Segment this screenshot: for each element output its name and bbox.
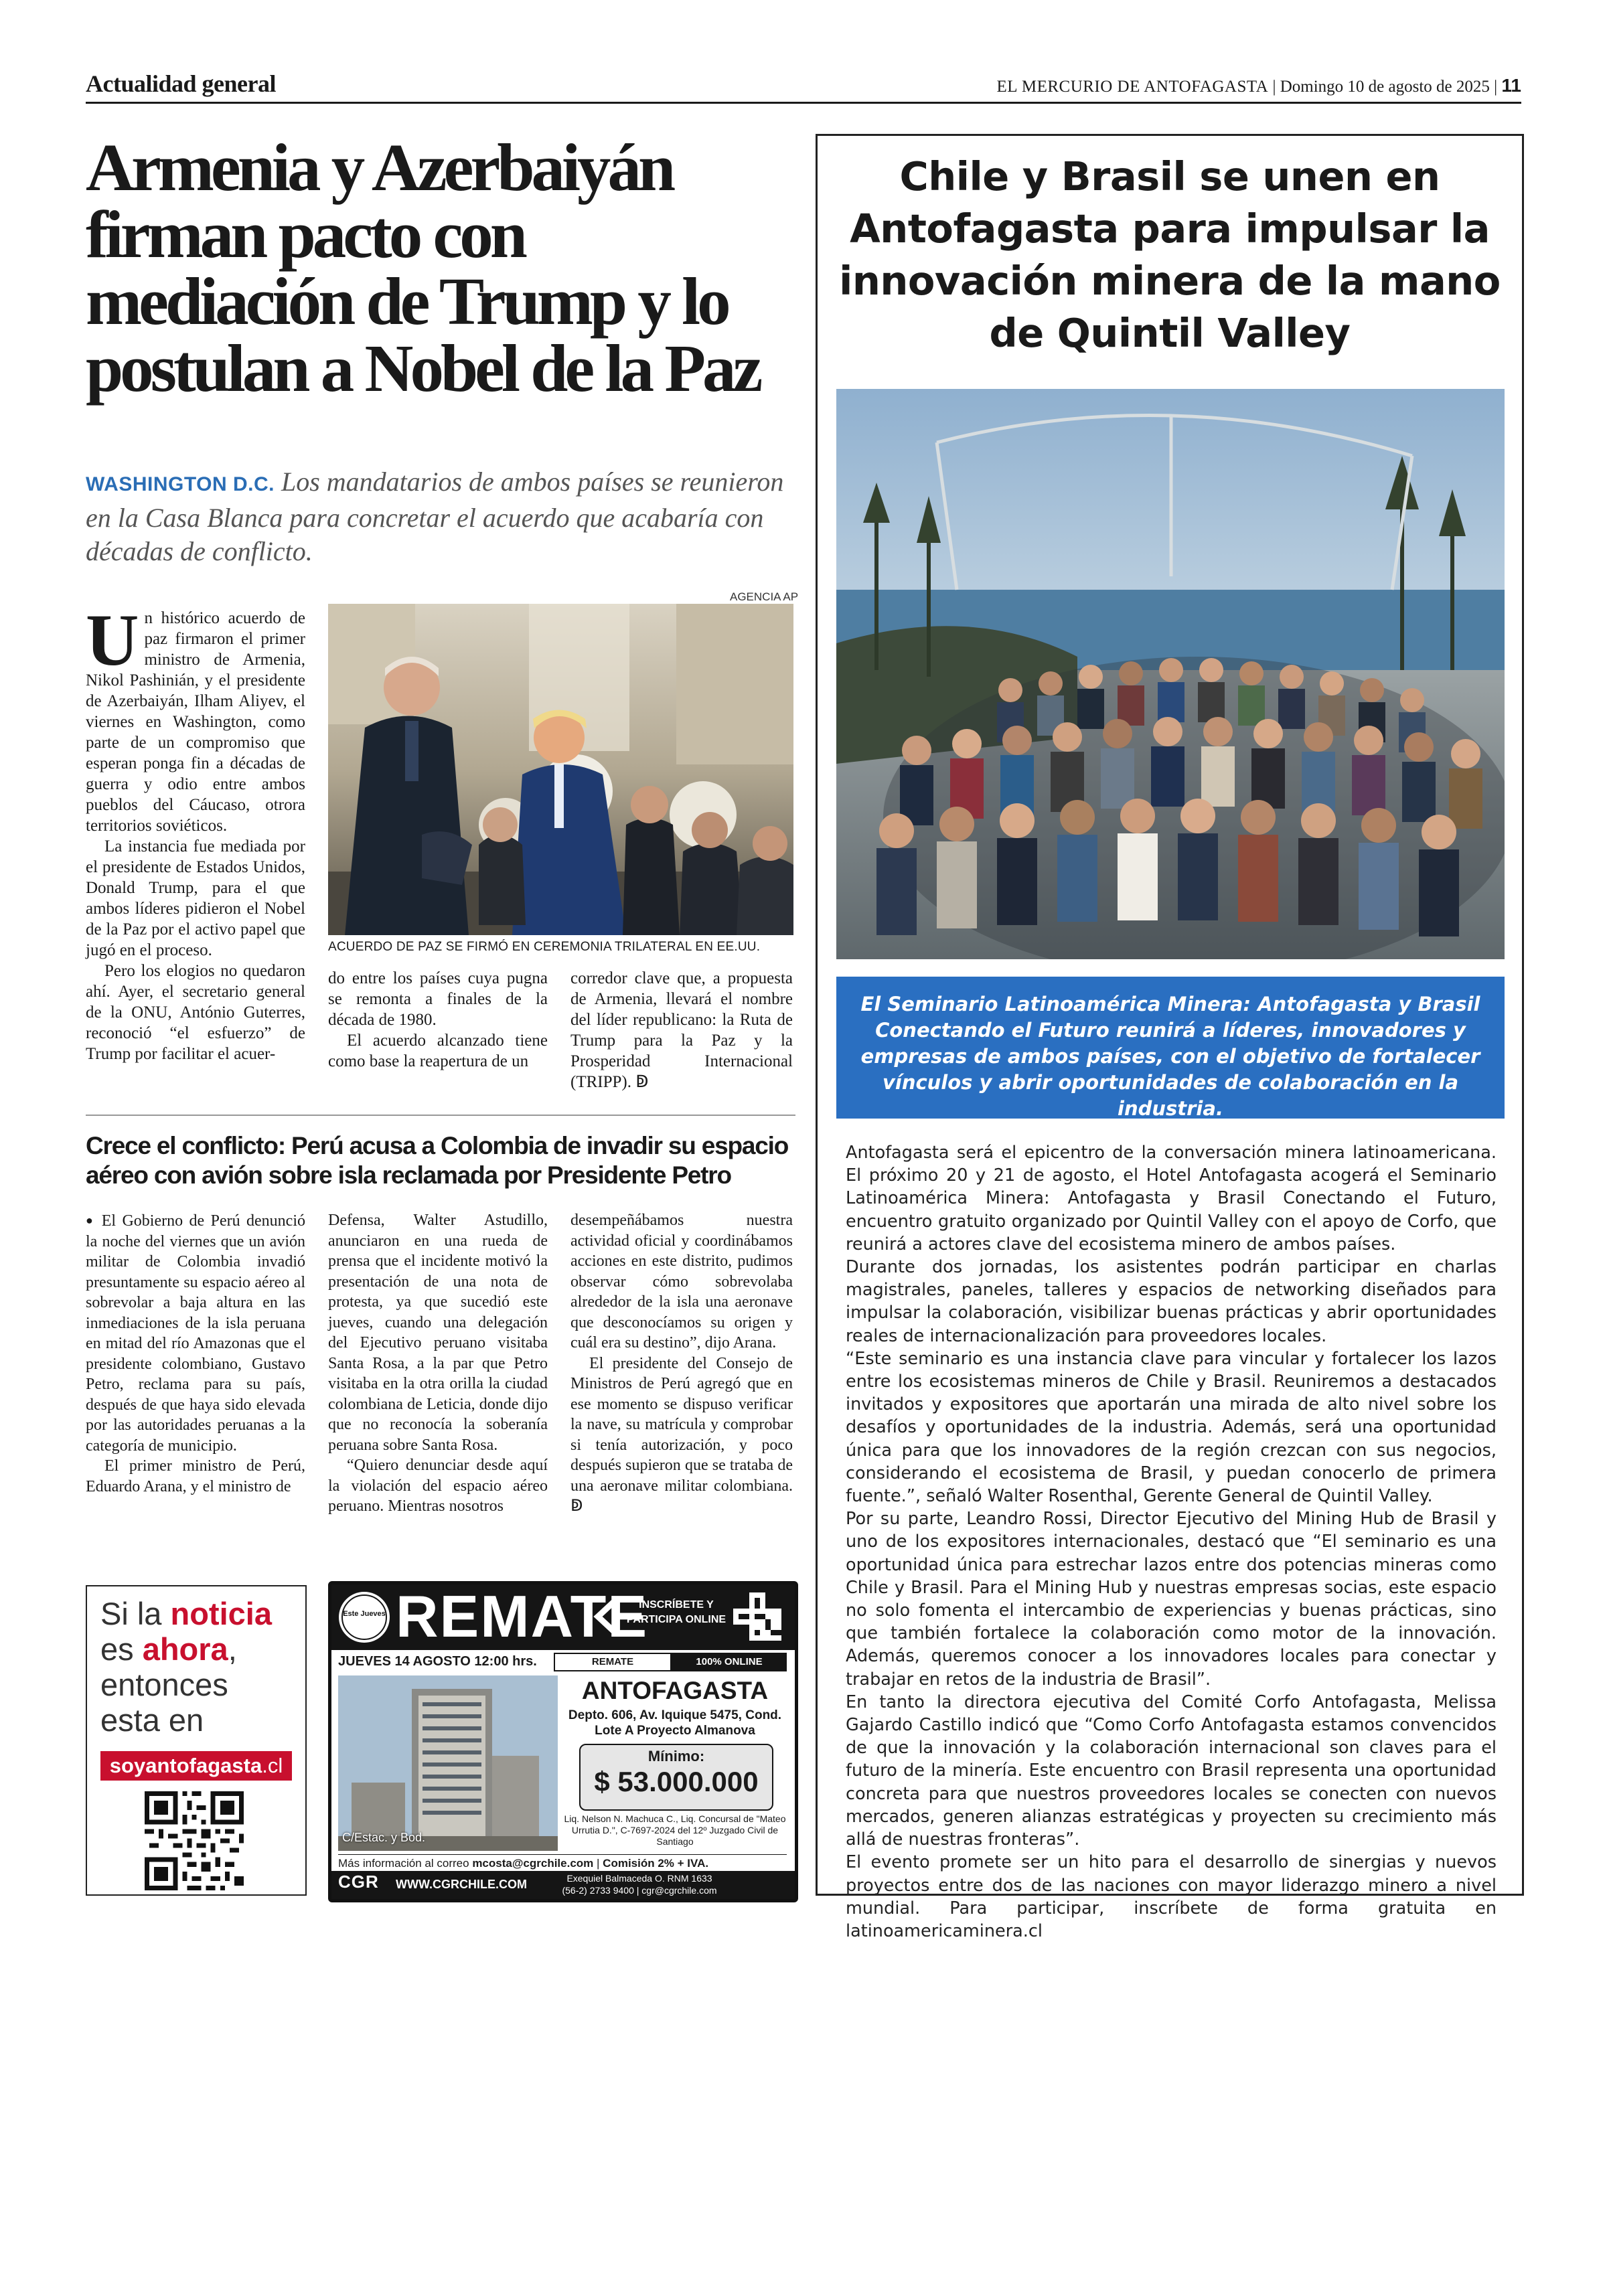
qr-code-icon[interactable]: [733, 1592, 781, 1641]
contact-name: Exequiel Balmaceda O. RNM 1633: [566, 1873, 712, 1884]
paragraph: El presidente del Consejo de Ministros de Perú agregó que en ese momento se dispuso verificar la nave, su matrícula y comprobar si tenía autorización, y poco después supieron que se trataba de una aeronave militar colombiana.: [570, 1354, 793, 1495]
seal-text: Este Jueves: [343, 1610, 386, 1618]
article2-column-2: [328, 1210, 548, 1517]
paragraph: n histórico acuerdo de paz firmaron el primer ministro de Armenia, Nikol Pashinián, y el presidente de Azerbaiyán, Ilham Aliyev, el viernes en Washington, como parte de un compromiso que esperan ponga fin a décadas de guerra y odio entre ambos pueblos del Cáucaso, otrora territorios soviéticos.: [86, 609, 305, 835]
dateline: WASHINGTON D.C.: [86, 473, 275, 495]
masthead: [996, 75, 1521, 96]
contact-details: [546, 1872, 733, 1896]
website-link[interactable]: [100, 1751, 292, 1781]
slogan-text: esta en: [100, 1702, 204, 1738]
minimum-price-box: [579, 1744, 773, 1811]
minimum-label: Mínimo:: [647, 1748, 705, 1765]
remate-footer: [331, 1871, 795, 1899]
masthead-separator: |: [1272, 78, 1280, 96]
paragraph: La instancia fue mediada por el presidente de Estados Unidos, Donald Trump, para el que ambos líderes pidieron el Nobel de la Paz por el activo papel que jugó en el proceso.: [86, 837, 305, 959]
badge-remate: REMATE: [554, 1653, 672, 1671]
contact-separator: |: [593, 1857, 603, 1870]
remate-ad[interactable]: [328, 1581, 798, 1902]
auction-date: JUEVES 14 AGOSTO 12:00 hrs.: [338, 1654, 537, 1669]
page-number: 11: [1501, 75, 1521, 96]
remate-title: REMATE: [396, 1583, 649, 1649]
article-lead: [86, 465, 795, 568]
legal-text: Liq. Nelson N. Machuca C., Liq. Concursal de "Mateo Urrutia D.", C-7697-2024 del 12º Juzgado Civil de Santiago: [564, 1813, 786, 1847]
soyantofagasta-ad[interactable]: [86, 1585, 307, 1896]
paragraph: En tanto la directora ejecutiva del Comité Corfo Antofagasta, Melissa Gajardo Castillo indicó que “Como Corfo Antofagasta estamos convencidos de que la innovación y la colaboración internacional son claves para el futuro de la minería. Este encuentro con Brasil representa una oportunidad concreta para que nuestros proveedores locales se conecten con nuevos mercados, generen alianzas estratégicas y proyecten su crecimiento más allá de nuestras fronteras”.: [846, 1692, 1497, 1850]
building-photo: [338, 1675, 558, 1851]
contact-email[interactable]: mcosta@cgrchile.com: [472, 1857, 594, 1870]
sponsored-lead-box: El Seminario Latinoamérica Minera: Antofagasta y Brasil Conectando el Futuro reunirá a líderes, innovadores y empresas de ambos países, con el objetivo de fortalecer vínculos y abrir oportunidades de colaboración en la industria.: [836, 977, 1505, 1119]
paragraph: El Gobierno de Perú denunció la noche del viernes que un avión militar de Colombia invadió presuntamente su espacio aéreo al sobrevolar a baja altura en las inmediaciones de la isla peruana en mitad del río Amazonas que el presidente colombiano, Gustavo Petro, reclama para su país, después de que haya sido elevada por las autoridades peruanas a la categoría de municipio.: [86, 1212, 305, 1455]
ad-slogan: [100, 1596, 272, 1738]
paragraph: Defensa, Walter Astudillo, anunciaron en una rueda de prensa que el incidente motivó la presentación de una nota de protesta, ya que sucedió este jueves, cuando una delegación del Ejecutivo peruano visitaba Santa Rosa, a la par que Petro visitaba en la otra orilla la ciudad colombiana de Leticia, donde dijo que no reconocía la soberanía peruana sobre Santa Rosa.: [328, 1212, 548, 1454]
article1-column-1: [86, 599, 305, 1064]
badge-online: 100% ONLINE: [672, 1653, 787, 1671]
photo-tag: C/Estac. y Bod.: [342, 1831, 426, 1844]
slogan-text: es: [100, 1631, 143, 1667]
photo-credit: AGENCIA AP: [730, 590, 799, 603]
paragraph: “Quiero denunciar desde aquí la violación del espacio aéreo peruano. Mientras nosotros: [328, 1457, 548, 1515]
register-cta[interactable]: INSCRÍBETE Y PARTICIPA ONLINE: [626, 1599, 726, 1625]
website-tld: .cl: [262, 1754, 283, 1777]
slogan-text: entonces: [100, 1667, 228, 1702]
contact-line: [338, 1854, 787, 1870]
sponsored-headline: Chile y Brasil se unen en Antofagasta para impulsar la innovación minera de la mano de Quintil Valley: [839, 153, 1501, 356]
slogan-text: Si la: [100, 1596, 171, 1631]
group-photo: [836, 389, 1505, 959]
brand-logo: CGR: [338, 1872, 379, 1892]
paragraph: El acuerdo alcanzado tiene como base la reapertura de un: [328, 1032, 548, 1070]
slogan-emphasis: ahora: [142, 1631, 228, 1667]
issue-date: Domingo 10 de agosto de 2025: [1280, 78, 1490, 96]
article1-column-2: [328, 968, 548, 1072]
chevron-left-icon: [593, 1596, 619, 1637]
article1-column-3: [570, 968, 793, 1092]
photo-caption: ACUERDO DE PAZ SE FIRMÓ EN CEREMONIA TRILATERAL EN EE.UU.: [328, 940, 761, 954]
paragraph: Antofagasta será el epicentro de la conversación minera latinoamericana. El próximo 20 y 21 de agosto, el Hotel Antofagasta acogerá el Seminario Latinoamérica Minera: Antofagasta y Brasil Conectando el Futuro, encuentro gratuito organizado por Quintil Valley con el apoyo de Corfo, que reunirá a actores clave del ecosistema minero de ambos países.: [846, 1143, 1497, 1254]
website-name: soyantofagasta: [109, 1754, 262, 1777]
end-mark-icon: ↁ: [635, 1073, 649, 1091]
end-mark-icon: ↁ: [570, 1497, 583, 1515]
masthead-separator: |: [1494, 78, 1502, 96]
paragraph: do entre los países cuya pugna se remonta a finales de la década de 1980.: [328, 969, 548, 1029]
lead-text: Los mandatarios de ambos países se reunieron en la Casa Blanca para concretar el acuerdo que acabaría con décadas de conflicto.: [86, 467, 784, 566]
section-label: Actualidad general: [86, 70, 276, 97]
paragraph: El evento promete ser un hito para el desarrollo de sinergias y nuevos proyectos entre dos de las naciones con mayor liderazgo minero a nivel mundial. Para participar, inscríbete de forma gratuita en latinoamericaminera.cl: [846, 1852, 1497, 1941]
paragraph: “Este seminario es una instancia clave para vincular y fortalecer los lazos entre los ecosistemas mineros de Chile y Brasil. Reuniremos a destacados invitados y expositores que aportarán una mirada de alto nivel sobre los desafíos y oportunidades de la industria. Además, será una oportunidad única para que los innovadores de la región crezcan con sus negocios, considerando el ecosistema de Brasil, y puedan conocerlo de primera fuente.”, señaló Walter Rosenthal, Gerente General de Quintil Valley.: [846, 1348, 1497, 1507]
article2-headline: Crece el conflicto: Perú acusa a Colombia de invadir su espacio aéreo con avión sobre isla reclamada por Presidente Petro: [86, 1132, 789, 1189]
paragraph: Durante dos jornadas, los asistentes podrán participar en charlas magistrales, paneles, talleres y espacios de networking diseñados para impulsar la colaboración, visibilizar buenas prácticas y abrir oportunidades reales de internacionalización para proveedores locales.: [846, 1257, 1497, 1346]
apartment-building-image: [338, 1675, 558, 1851]
minimum-value: $ 53.000.000: [594, 1766, 759, 1797]
paragraph: desempeñábamos nuestra actividad oficial y coordinábamos acciones en este distrito, pudimos observar cómo sobrevolaba alrededor de la isla una aeronave que desconocíamos su origen y cuál era su destino”, dijo Arana.: [570, 1212, 793, 1351]
website-link[interactable]: WWW.CGRCHILE.COM: [396, 1878, 527, 1891]
section-divider: [86, 1115, 795, 1116]
drop-cap: U: [86, 599, 139, 681]
slogan-emphasis: noticia: [170, 1596, 272, 1631]
auction-city: ANTOFAGASTA: [581, 1677, 769, 1704]
paragraph: Pero los elogios no quedaron ahí. Ayer, el secretario general de la ONU, António Guterres, reconoció “el esfuerzo” de Trump por facilitar el acuer-: [86, 962, 305, 1063]
contact-text: Más información al correo: [338, 1857, 473, 1870]
online-badge: [554, 1653, 787, 1671]
paragraph: corredor clave que, a propuesta de Armenia, llevará el nombre del líder republicano: la Ruta de Trump para la Paz y la Prosperidad Internacional (TRIPP).: [570, 969, 793, 1091]
qr-code-icon[interactable]: [145, 1791, 244, 1890]
news-photo: [328, 604, 793, 935]
commission-text: Comisión 2% + IVA.: [603, 1857, 709, 1870]
property-address: Depto. 606, Av. Iquique 5475, Cond. Lote A Proyecto Almanova: [568, 1708, 782, 1738]
remate-banner: [331, 1584, 795, 1650]
paragraph: El primer ministro de Perú, Eduardo Arana, y el ministro de: [86, 1457, 305, 1495]
article2-column-3: [570, 1210, 793, 1517]
page-header: [86, 64, 1521, 104]
sponsored-article-body: [846, 1141, 1497, 1943]
contact-phone: (56-2) 2733 9400 | cgr@cgrchile.com: [562, 1885, 717, 1896]
slogan-text: ,: [228, 1631, 237, 1667]
paragraph: Por su parte, Leandro Rossi, Director Ejecutivo del Mining Hub de Brasil y uno de los expositores internacionales, destacó que “El seminario es una oportunidad única para estrechar lazos entre dos potencias mineras como Chile y Brasil. Para el Mining Hub y nuestras empresas socias, este espacio no solo fomenta el intercambio de experiencias y buenas prácticas, sino que también fortalece la colaboración como motor de la innovación. Además, queremos conocer a los innovadores locales para conectar y trabajar en retos de la industria de Brasil”.: [846, 1509, 1497, 1690]
main-headline: Armenia y Azerbaiyán firman pacto con mediación de Trump y lo postulan a Nobel de la Paz: [86, 130, 760, 406]
bullet-icon: ●: [86, 1214, 96, 1227]
sponsored-article-box: [816, 134, 1524, 1941]
seminar-group-photo: [836, 389, 1505, 959]
article2-column-1: [86, 1210, 305, 1497]
leaders-walking-photo: [328, 604, 793, 935]
newspaper-name: EL MERCURIO DE ANTOFAGASTA: [996, 78, 1269, 96]
